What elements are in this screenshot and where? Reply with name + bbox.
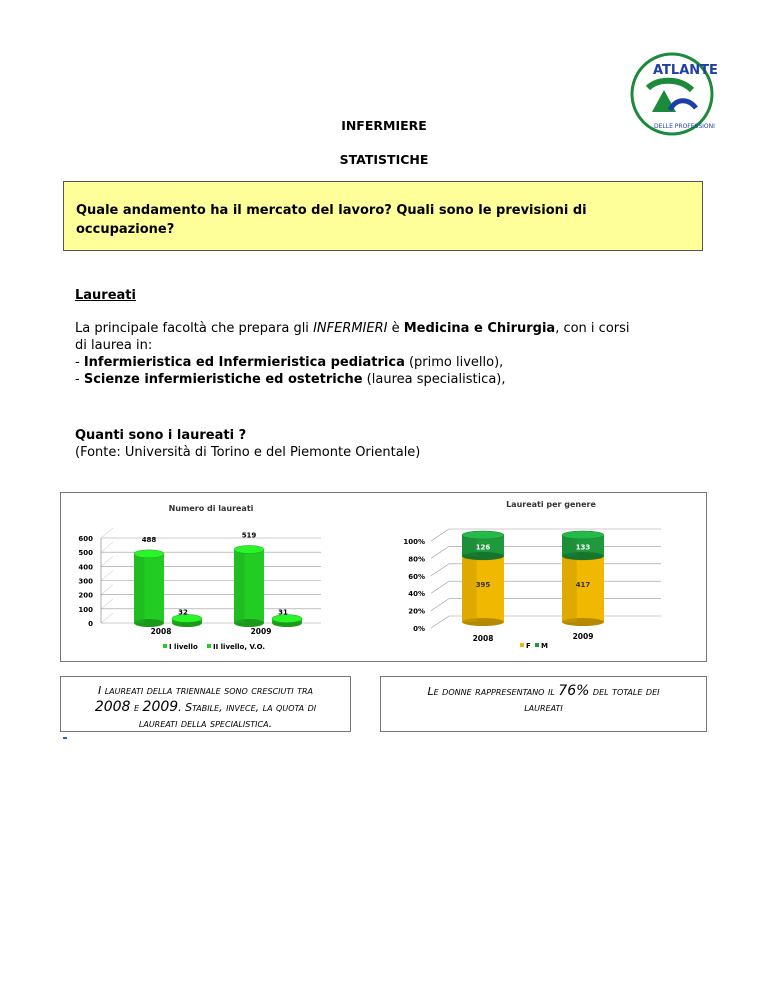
caption-left-line-1: I laureati della triennale sono cresciuti tra: [97, 684, 314, 697]
chart2-gridline-depth: [431, 581, 449, 593]
chart1-legend-label-2: II livello, V.O.: [213, 643, 266, 651]
chart1-x-label-2009: 2009: [250, 627, 272, 636]
chart1-gridline-depth: [101, 542, 113, 552]
chart1-data-label: 519: [241, 531, 257, 540]
chart2-y-tick-label: 20%: [408, 607, 425, 616]
chart1-x-label-2008: 2008: [150, 627, 172, 636]
chart2-title: Laureati per genere: [506, 500, 596, 509]
chart2-x-label-2008: 2008: [472, 634, 494, 643]
chart2-y-tick-label: 40%: [408, 590, 425, 599]
chart1-y-tick-label: 400: [78, 563, 93, 572]
chart2-gridline-depth: [431, 529, 449, 541]
intro-text-c: è: [387, 321, 404, 336]
chart1-y-tick-label: 600: [78, 535, 93, 543]
chart2-y-ticks: [403, 538, 425, 633]
chart2-gridline-depth: [431, 546, 449, 558]
chart1-gridline-depth: [101, 571, 113, 581]
page-title: INFERMIERE: [341, 118, 427, 133]
section-heading-laureati: Laureati: [75, 288, 136, 303]
logo-main-text: ATLANTE: [653, 63, 718, 78]
caption-left: [60, 676, 351, 732]
intro-profession: INFERMIERI: [313, 321, 388, 336]
chart1-bar-shade: [234, 549, 245, 623]
course-item-1-dash: -: [75, 355, 84, 370]
chart2-legend-label-f: F: [526, 642, 531, 650]
chart1-gridline-depth: [101, 528, 113, 538]
data-source: (Fonte: Università di Torino e del Piemonte Orientale): [75, 445, 421, 460]
chart2-x-label-2009: 2009: [572, 632, 594, 641]
caption-right-percent: 76%: [558, 683, 590, 699]
caption-right-prefix: Le donne rappresentano il: [427, 685, 559, 698]
chart1-y-tick-label: 0: [88, 620, 93, 628]
course-item-1-name: Infermieristica ed Infermieristica pediatrica: [83, 355, 405, 370]
chart2-bar-segment-shade: [562, 556, 577, 622]
chart1-y-tick-label: 200: [78, 591, 93, 600]
chart1-gridline-depth: [101, 585, 113, 595]
chart1-gridline-depth: [101, 599, 113, 609]
chart2-data-label: 133: [575, 543, 591, 552]
chart1-y-tick-label: 300: [78, 577, 93, 586]
intro-line-2: di laurea in:: [75, 338, 153, 353]
chart1-bar: [134, 550, 164, 627]
chart2-bar-segment-shade: [462, 556, 477, 622]
chart1-data-label: 31: [278, 608, 288, 617]
caption-conj: e: [130, 701, 143, 714]
caption-year-1: 2008: [94, 699, 131, 715]
chart2-y-tick-label: 100%: [403, 538, 425, 546]
course-item-2-dash: -: [75, 372, 84, 387]
intro-text-a: La principale facoltà che prepara gli: [75, 321, 314, 336]
question-box: [63, 181, 703, 251]
chart1-legend-swatch-1: [163, 644, 167, 648]
caption-left-line-3: laureati della specialistica.: [138, 717, 273, 730]
chart2-gridline-depth: [431, 564, 449, 576]
chart1-data-label: 488: [141, 535, 157, 544]
chart2-legend-swatch-f: [520, 643, 524, 647]
chart1-y-tick-label: 500: [78, 549, 93, 558]
intro-text-e: , con i corsi: [555, 321, 630, 336]
chart2-data-label: 417: [575, 581, 591, 590]
caption-left-rest: . Stabile, invece, la quota di: [178, 701, 317, 714]
course-item-2-level: (laurea specialistica),: [362, 372, 506, 387]
question-line-2: occupazione?: [76, 222, 175, 237]
chart1-bar-shade: [134, 554, 145, 623]
chart1-gridline-depth: [101, 613, 113, 623]
caption-right-suffix: del totale dei: [589, 685, 660, 698]
chart1-title: Numero di laureati: [168, 504, 254, 513]
course-item-2: [75, 371, 715, 388]
intro-faculty: Medicina e Chirurgia: [403, 321, 556, 336]
chart1-bars: [134, 531, 302, 627]
chart1-y-ticks: [78, 535, 93, 628]
chart2-bar-segment-top: [562, 531, 604, 539]
caption-right: [380, 676, 707, 732]
caption-right-line-1: [381, 683, 706, 700]
question-line-1: Quale andamento ha il mercato del lavoro? Quali sono le previsioni di: [76, 203, 587, 218]
chart2-bar-segment-top: [462, 531, 504, 539]
chart2-y-tick-label: 0%: [413, 625, 425, 633]
chart1-bar-top: [234, 545, 264, 553]
charts-svg: [61, 493, 706, 661]
captions-row: [60, 676, 707, 732]
chart1-legend-swatch-2: [207, 644, 211, 648]
chart2-y-tick-label: 60%: [408, 572, 425, 581]
chart1-bar-top: [134, 550, 164, 558]
course-item-1-level: (primo livello),: [404, 355, 504, 370]
course-item-2-name: Scienze infermieristiche ed ostetriche: [83, 372, 363, 387]
chart2-y-tick-label: 80%: [408, 555, 425, 564]
chart1-legend-label-1: I livello: [169, 643, 198, 651]
chart2-legend-label-m: M: [541, 642, 548, 650]
small-link-mark: [63, 737, 67, 739]
course-item-1: [75, 354, 715, 371]
chart2-legend-swatch-m: [535, 643, 539, 647]
graduates-paragraph: [75, 320, 715, 388]
chart2-data-label: 126: [475, 543, 491, 552]
chart1-data-label: 32: [178, 608, 188, 617]
caption-right-line-2: laureati: [524, 701, 563, 714]
chart1-gridline-depth: [101, 556, 113, 566]
chart2-gridline-depth: [431, 599, 449, 611]
chart2-data-label: 395: [475, 581, 491, 590]
logo-sub-text: DELLE PROFESSIONI: [654, 123, 715, 130]
chart2-bars: [462, 531, 604, 626]
intro-line-1: [75, 320, 715, 337]
charts-panel: [60, 492, 707, 662]
chart1-y-tick-label: 100: [78, 605, 93, 614]
caption-year-2: 2009: [142, 699, 179, 715]
page-subtitle: STATISTICHE: [339, 152, 429, 167]
chart2-gridline-depth: [431, 616, 449, 628]
chart1-bar: [234, 545, 264, 627]
how-many-question: Quanti sono i laureati ?: [75, 428, 247, 443]
caption-left-line-2: [61, 699, 350, 716]
